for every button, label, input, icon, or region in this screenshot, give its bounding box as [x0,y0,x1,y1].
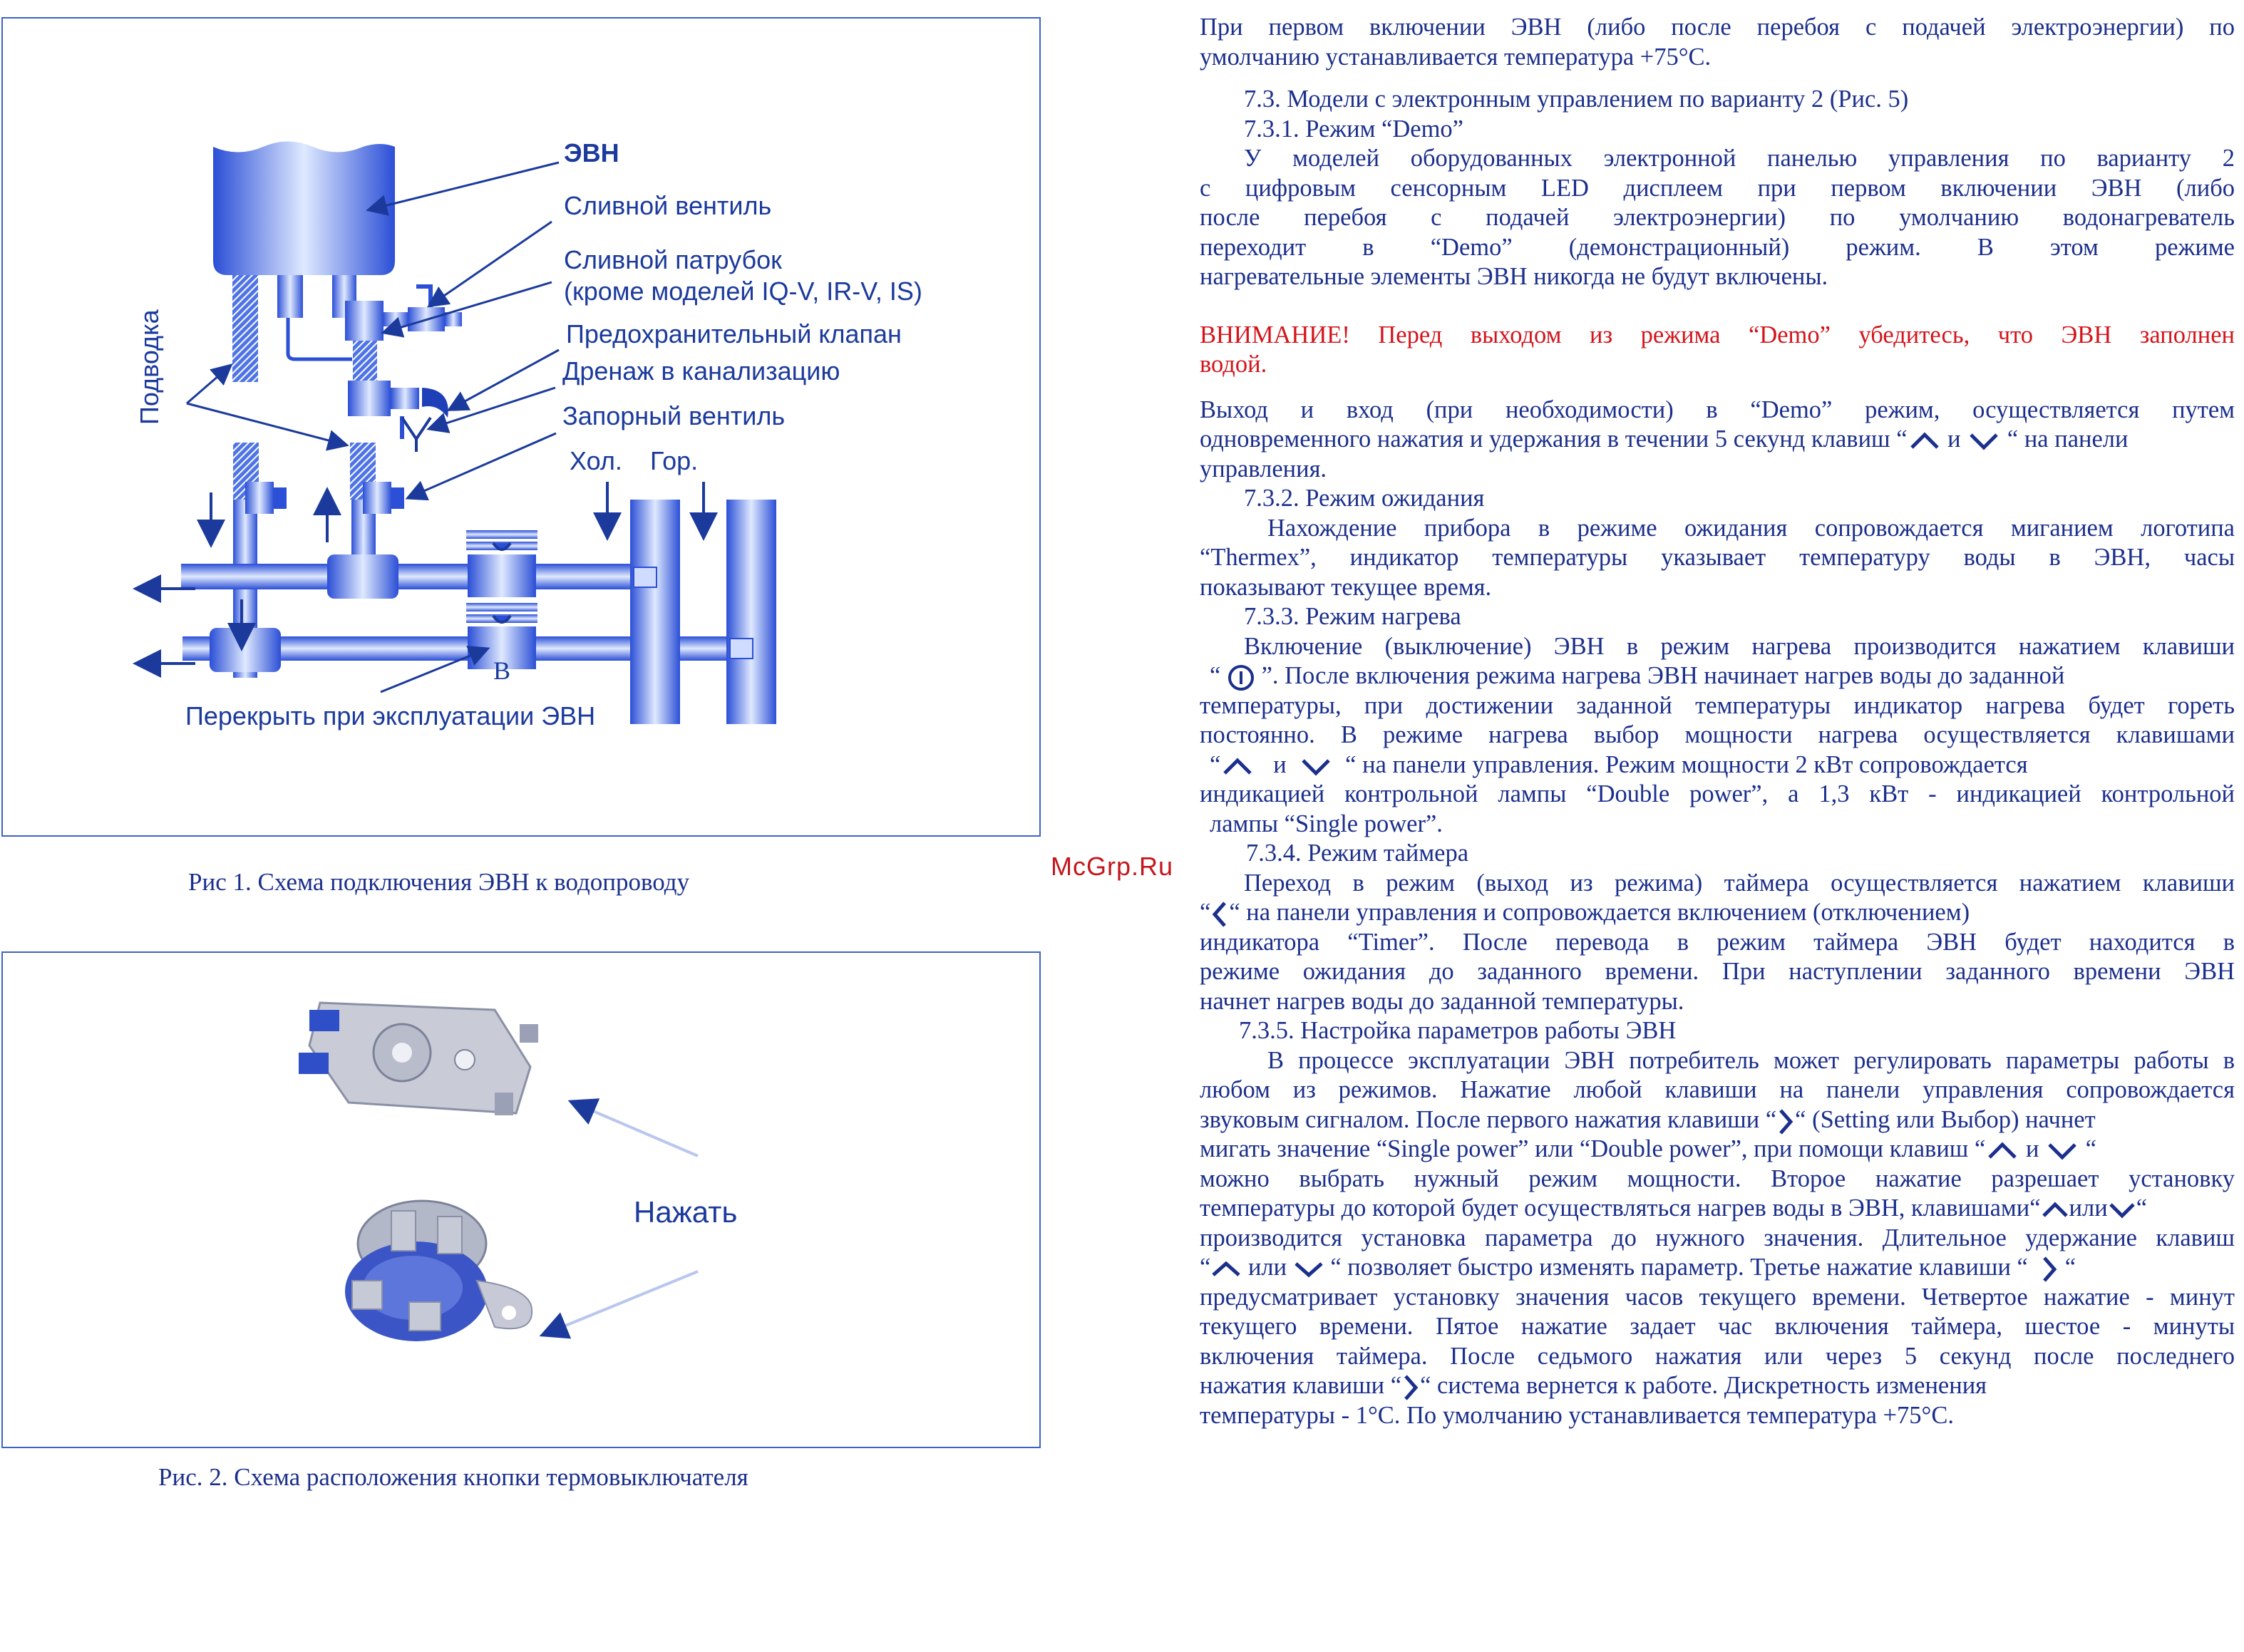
label-safety-valve: Предохранительный клапан [566,319,902,349]
instructions-text [1200,13,2235,1430]
label-cold: Хол. [570,446,622,475]
chevron-right-icon [1776,1108,1795,1136]
text-fragment: и [1941,425,1967,453]
label-drain-valve: Сливной вентиль [564,191,772,220]
text-fragment: одновременного нажатия и удержания в течении 5 секунд клавиш “ [1200,425,1908,453]
hot-main-pipe [181,564,637,589]
text-line [1200,750,2235,780]
thermostat-rod-type [299,1003,538,1115]
section-heading-7-3-4: 7.3.4. Режим таймера [1246,840,1469,867]
text-fragment: “ на панели управления. Режим мощности 2 кВт сопровождается [1345,750,2028,778]
text-fragment: “ позволяет быстро изменять параметр. Третье нажатие клавиши “ [1330,1254,2028,1281]
text-line: предусматривает установку значения часов текущего времени. Четвертое нажатие - минут [1200,1283,2235,1311]
text-fragment: “ система вернется к работе. Дискретность изменения [1420,1372,1987,1399]
text-fragment: “ [1200,899,1211,926]
chevron-up-icon [1220,756,1255,778]
label-press: Нажать [634,1195,738,1229]
section-heading-7-3-2: 7.3.2. Режим ожидания [1244,485,1485,512]
label-b: B [493,656,511,685]
text-line: В процессе эксплуатации ЭВН потребитель может регулировать параметры работы в [1267,1046,2235,1074]
text-fragment: или [2069,1194,2108,1222]
text-line: Включение (выключение) ЭВН в режим нагрева производится нажатием клавиши [1244,632,2235,660]
text-line: нагревательные элементы ЭВН никогда не будут включены. [1200,263,1828,290]
text-fragment: ”. После включения режима нагрева ЭВН начинает нагрев воды до заданной [1261,662,2065,689]
warning-line: водой. [1200,351,1267,378]
text-line [1200,425,2235,455]
text-line: Переход в режим (выход из режима) таймера осуществляется нажатием клавиши [1244,869,2235,897]
drain-pipe-stub [277,275,303,318]
text-line: Нахождение прибора в режиме ожидания сопровождается миганием логотипа [1267,514,2235,542]
text-fragment: или [1247,1254,1287,1281]
drain-valve-body [345,301,384,341]
text-line: индикацией контрольной лампы “Double power”, а 1,3 кВт - индикацией контрольной [1200,780,2235,807]
label-close-note: Перекрыть при эксплуатации ЭВН [185,701,596,731]
text-line: после перебоя с подачей электроэнергии) по умолчанию водонагреватель [1200,204,2235,231]
text-fragment: “ на панели управления и сопровождается включением (отключением) [1229,899,1970,926]
chevron-up-icon [1210,1259,1242,1279]
supply-hose-left [232,275,258,382]
hot-hose [353,341,377,381]
thermostat-illustration [3,953,1039,1447]
text-line: включения таймера. После седьмого нажатия или через 5 секунд после последнего [1200,1342,2235,1370]
chevron-up-icon [1985,1140,2019,1162]
watermark: McGrp.Ru [1051,852,1174,881]
section-heading-7-3: 7.3. Модели с электронным управлением по варианту 2 (Рис. 5) [1244,86,1909,113]
text-line [1200,1253,2235,1283]
safety-valve [348,381,391,416]
text-line [1200,1194,2235,1224]
text-line: любом из режимов. Нажатие любой клавиши на панели управления сопровождается [1200,1076,2235,1103]
text-line: с цифровым сенсорным LED дисплеем при первом включении ЭВН (либо [1200,174,2235,202]
chevron-down-icon [2045,1140,2079,1162]
text-line: показывают текущее время. [1200,573,1492,601]
power-icon [1227,664,1255,692]
text-fragment: “ [2079,1135,2096,1162]
label-drain-pipe: Сливной патрубок [564,245,782,274]
text-line: начнет нагрев воды до заданной температуры. [1200,987,1684,1015]
tank-body [213,142,395,276]
thermostat-disc-type [345,1201,532,1341]
chevron-up-icon [2041,1200,2069,1220]
text-line: текущего времени. Пятое нажатие задает час включения таймера, шестое - минуты [1200,1313,2235,1340]
text-line: управления. [1200,455,1327,482]
text-line: “Thermex”, индикатор температуры указывает температуру воды в ЭВН, часы [1200,544,2235,571]
chevron-up-icon [1908,430,1942,452]
text-fragment: нажатия клавиши “ [1200,1372,1402,1399]
text-line: У моделей оборудованных электронной панелью управления по варианту 2 [1244,145,2235,172]
text-fragment: “ [2136,1194,2148,1222]
section-heading-7-3-5: 7.3.5. Настройка параметров работы ЭВН [1239,1017,1677,1044]
text-line [1200,1371,2235,1401]
text-line: переходит в “Demo” (демонстрационный) режим. В этом режиме [1200,233,2235,261]
figure-2-caption: Рис. 2. Схема расположения кнопки термовыключателя [158,1463,748,1491]
hot-riser [726,500,776,724]
text-line: лампы “Single power”. [1210,810,1443,837]
chevron-down-icon [1293,1259,1324,1279]
label-drain-pipe-models: (кроме моделей IQ-V, IR-V, IS) [564,277,922,306]
label-evn: ЭВН [564,138,619,167]
text-line: Выход и вход (при необходимости) в “Demo” режим, осуществляется путем [1200,396,2235,423]
text-fragment: “ [1200,1254,1211,1281]
text-fragment: “ (Setting или Выбор) начнет [1795,1105,2096,1133]
figure-1-connection-scheme [1,17,1041,837]
chevron-right-icon [1401,1373,1420,1402]
section-heading-7-3-1: 7.3.1. Режим “Demo” [1244,115,1463,143]
text-fragment: температуры до которой будет осуществляться нагрев воды в ЭВН, клавишами“ [1200,1194,2041,1222]
text-line [1200,1135,2235,1165]
text-fragment: звуковым сигналом. После первого нажатия клавиши “ [1200,1105,1777,1133]
text-line [1200,1105,2235,1135]
label-sewer-drain: Дренаж в канализацию [562,356,840,386]
label-hot: Гор. [650,446,699,475]
text-line [1200,661,2235,691]
warning-line: ВНИМАНИЕ! Перед выходом из режима “Demo” убедитесь, что ЭВН заполнен [1200,321,2235,349]
text-fragment: “ [2064,1254,2076,1281]
text-line: индикатора “Timer”. После перевода в режим таймера ЭВН будет находится в [1200,928,2235,956]
text-fragment: “ [1210,662,1221,689]
text-line: режиме ожидания до заданного времени. При наступлении заданного времени ЭВН [1200,958,2235,985]
text-fragment: и [1273,750,1287,778]
text-line: можно выбрать нужный режим мощности. Второе нажатие разрешает установку [1200,1165,2235,1192]
section-heading-7-3-3: 7.3.3. Режим нагрева [1244,603,1461,630]
text-line: умолчанию устанавливается температура +75°С. [1200,43,1712,71]
chevron-down-icon [2108,1200,2136,1220]
text-line: температуры, при достижении заданной температуры индикатор нагрева будет гореть [1200,691,2235,719]
figure-2-thermostat-button [1,951,1041,1448]
chevron-down-icon [1299,756,1333,778]
text-fragment: “ [1210,750,1221,778]
chevron-left-icon [1210,900,1229,929]
text-line: температуры - 1°С. По умолчанию устанавливается температура +75°С. [1200,1401,1954,1429]
text-line [1200,898,2235,928]
text-fragment: “ на панели [2001,425,2129,453]
text-line: постоянно. В режиме нагрева выбор мощности нагрева осуществляется клавишами [1200,721,2235,748]
chevron-right-icon [2040,1255,2059,1284]
text-fragment: и [2019,1135,2046,1162]
text-line: производится установка параметра до нужного значения. Длительное удержание клавиш [1200,1224,2235,1251]
chevron-down-icon [1967,430,2001,452]
text-line: При первом включении ЭВН (либо после перебоя с подачей электроэнергии) по [1200,14,2235,41]
text-fragment: мигать значение “Single power” или “Double power”, при помощи клавиш “ [1200,1135,1986,1162]
label-supply: Подводка [135,309,164,425]
figure-1-caption: Рис 1. Схема подключения ЭВН к водопроводу [188,868,690,896]
cold-riser [630,500,680,724]
label-stop-valve: Запорный вентиль [562,401,786,430]
